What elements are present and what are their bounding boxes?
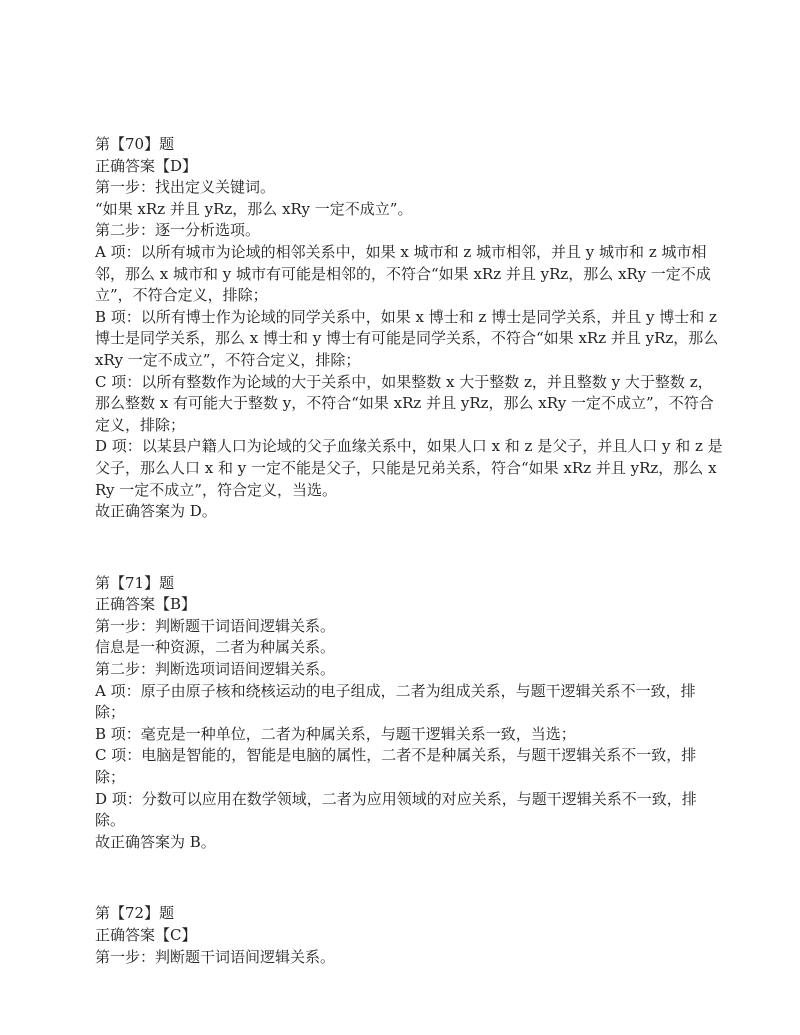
option-c-analysis: C 项：电脑是智能的，智能是电脑的属性，二者不是种属关系，与题干逻辑关系不一致，排除； [95, 746, 697, 787]
question-70 [95, 134, 725, 523]
option-a-analysis: A 项：以所有城市为论域的相邻关系中，如果 x 城市和 z 城市相邻，并且 y 城市和 z 城市相邻，那么 x 城市和 y 城市有可能是相邻的，不符合“如果 xRz 并且 yRz，那么 xRy 一定不成立”，不符合定义，排除； [95, 242, 711, 305]
question-heading: 第【72】题 [95, 904, 175, 923]
option-d-analysis: D 项：以某县户籍人口为论域的父子血缘关系中，如果人口 x 和 z 是父子，并且人口 y 和 z 是父子，那么人口 x 和 y 一定不能是父子，只能是兄弟关系，符合“如果 xRz 并且 yRz，那么 xRy 一定不成立”，符合定义，当选。 [95, 437, 723, 499]
answer-document [95, 134, 725, 968]
explanation-line: 第二步：逐一分析选项。 [95, 221, 261, 240]
explanation-line: 第一步：判断题干词语间逻辑关系。 [95, 947, 336, 966]
correct-answer: 正确答案【D】 [95, 156, 198, 175]
explanation-line: “如果 xRz 并且 yRz，那么 xRy 一定不成立”。 [95, 199, 413, 218]
conclusion-line: 故正确答案为 B。 [95, 832, 216, 851]
option-a-analysis: A 项：原子由原子核和绕核运动的电子组成，二者为组成关系，与题干逻辑关系不一致，排除； [95, 681, 696, 722]
option-d-analysis: D 项：分数可以应用在数学领域，二者为应用领域的对应关系，与题干逻辑关系不一致，排除。 [95, 789, 697, 830]
question-heading: 第【70】题 [95, 135, 175, 153]
option-b-analysis: B 项：以所有博士作为论域的同学关系中，如果 x 博士和 z 博士是同学关系，并且 y 博士和 z 博士是同学关系，那么 x 博士和 y 博士有可能是同学关系，不符合“如果 xRz 并且 yRz，那么 xRy 一定不成立”，不符合定义，排除； [95, 307, 719, 369]
explanation-line: 第二步：判断选项词语间逻辑关系。 [95, 660, 336, 679]
correct-answer: 正确答案【B】 [95, 595, 197, 614]
question-72 [95, 903, 725, 968]
option-c-analysis: C 项：以所有整数作为论域的大于关系中，如果整数 x 大于整数 z，并且整数 y 大于整数 z，那么整数 x 有可能大于整数 y，不符合“如果 xRz 并且 yRz，那么 xRy 一定不成立”，不符合定义，排除； [95, 372, 714, 434]
explanation-line: 第一步：找出定义关键词。 [95, 178, 276, 197]
explanation-line: 信息是一种资源，二者为种属关系。 [95, 638, 336, 657]
question-heading: 第【71】题 [95, 573, 175, 592]
option-b-analysis: B 项：毫克是一种单位，二者为种属关系，与题干逻辑关系一致，当选； [95, 724, 576, 743]
question-71 [95, 573, 725, 854]
conclusion-line: 故正确答案为 D。 [95, 502, 217, 521]
correct-answer: 正确答案【C】 [95, 926, 197, 944]
explanation-line: 第一步：判断题干词语间逻辑关系。 [95, 616, 336, 635]
